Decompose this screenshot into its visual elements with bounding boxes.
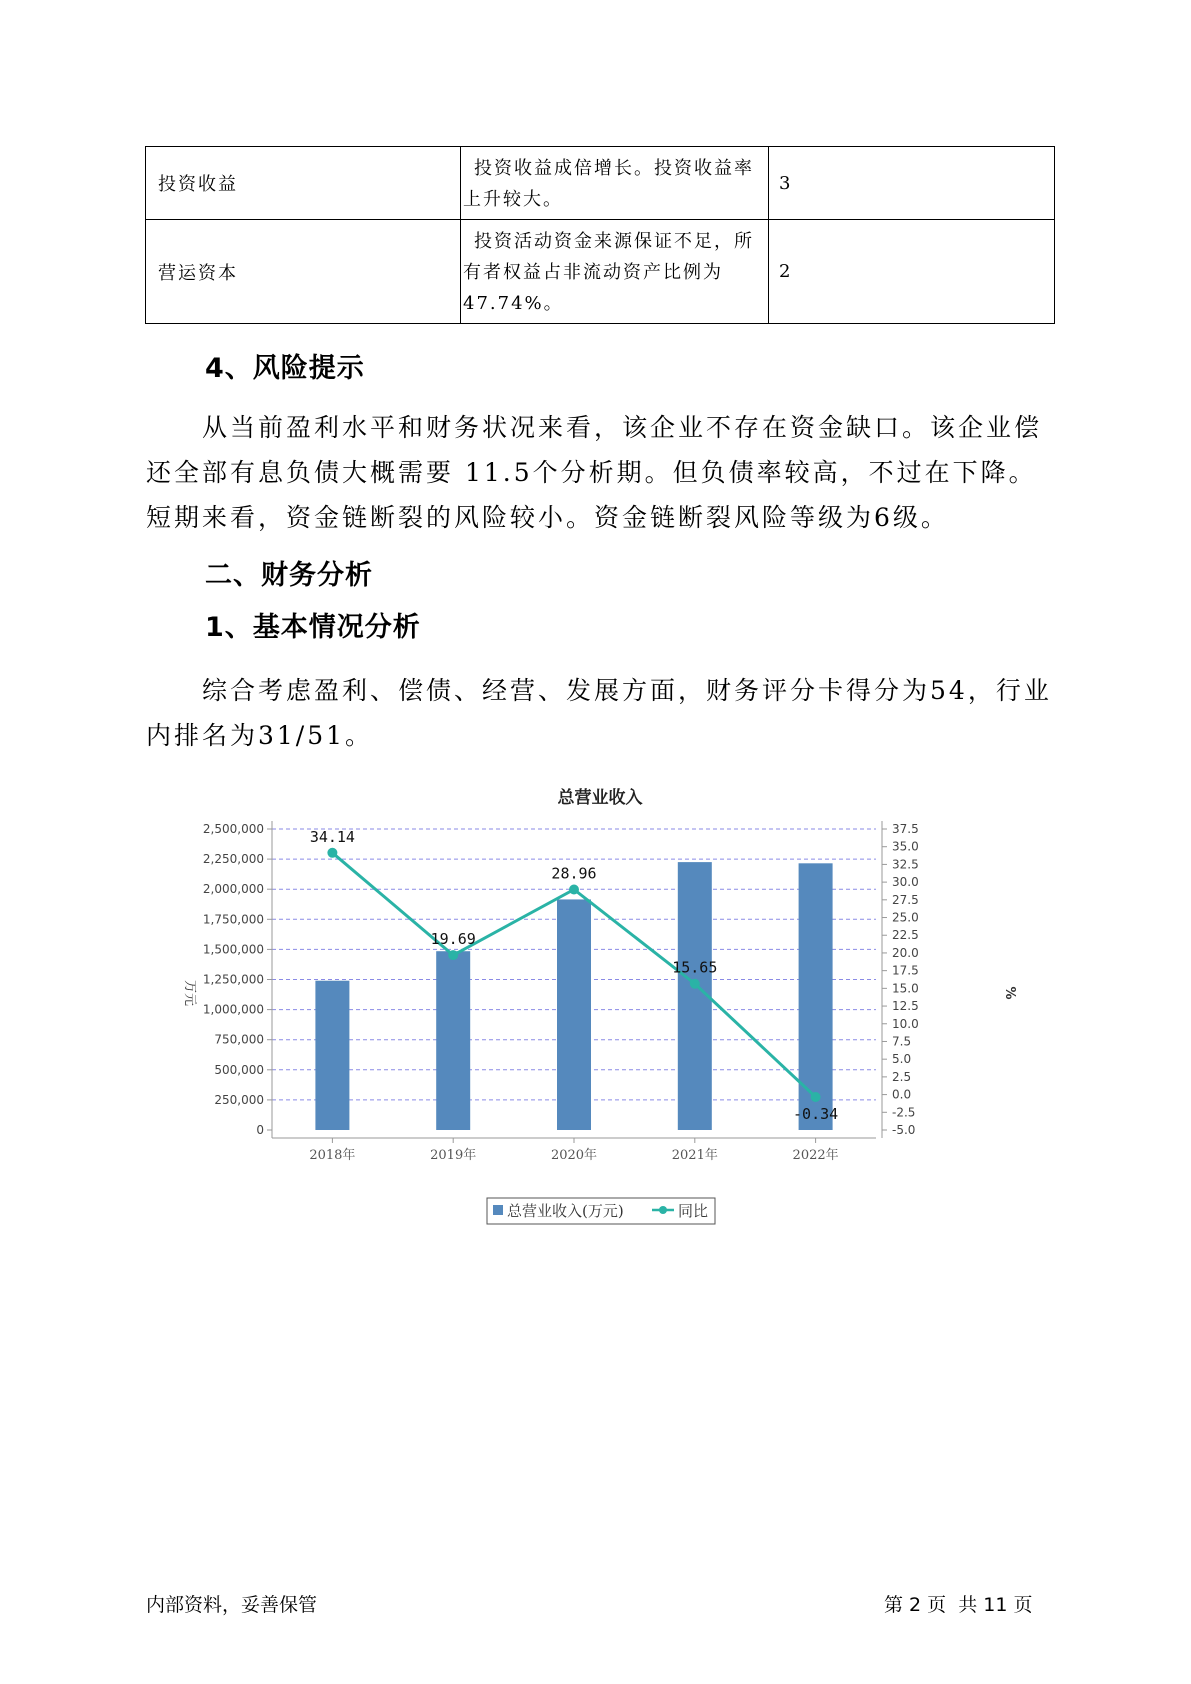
right-axis-ticks [882,822,919,1137]
table-cell-level: 3 [769,147,1055,220]
chart-title: 总营业收入 [557,788,643,808]
yoy-data-label: 34.14 [309,827,355,846]
right-tick-label: -5.0 [892,1123,916,1137]
table-cell-desc: 投资活动资金来源保证不足，所有者权益占非流动资产比例为47.74%。 [461,220,769,324]
table-cell-item: 投资收益 [146,147,461,220]
right-tick-label: 0.0 [892,1087,912,1102]
yoy-data-label: 15.65 [672,958,718,977]
right-axis-label: % [1002,986,1017,1000]
right-tick-label: 37.5 [892,822,919,836]
right-tick-label: 2.5 [892,1069,912,1084]
basic-paragraph [146,668,1062,758]
revenue-chart [170,780,1020,1240]
table-cell-level: 2 [769,220,1055,324]
right-tick-label: 32.5 [892,857,919,872]
left-axis-ticks [203,822,272,1137]
yoy-point [327,848,337,858]
right-tick-label: 7.5 [892,1034,912,1049]
right-tick-label: 30.0 [892,875,919,890]
left-tick-label: 2,500,000 [202,822,264,836]
left-tick-label: 2,000,000 [202,882,264,897]
left-tick-label: 500,000 [214,1062,264,1077]
right-tick-label: 15.0 [892,981,919,996]
finance-heading: 二、财务分析 [205,560,373,591]
table-cell-item: 营运资本 [146,220,461,324]
basic-heading: 1、基本情况分析 [205,612,421,643]
right-tick-label: 22.5 [892,928,919,943]
yoy-data-label: -0.34 [793,1104,839,1123]
left-tick-label: 2,250,000 [202,852,264,867]
right-tick-label: 17.5 [892,963,919,978]
table-row [146,220,1055,324]
footer-confidential: 内部资料，妥善保管 [146,1594,318,1616]
table-row [146,147,1055,220]
risk-paragraph [146,405,1062,540]
left-tick-label: 1,500,000 [202,942,264,957]
x-tick-label: 2021年 [671,1148,718,1163]
basic-paragraph-text: 综合考虑盈利、偿债、经营、发展方面，财务评分卡得分为54，行业内排名为31/51。 [146,676,1052,750]
revenue-bar [436,951,470,1130]
right-tick-label: 10.0 [892,1016,919,1031]
left-tick-label: 750,000 [214,1032,264,1047]
x-tick-label: 2019年 [430,1148,477,1163]
x-tick-label: 2022年 [792,1148,839,1163]
legend-bar-label: 总营业收入(万元) [507,1202,624,1220]
risk-heading: 4、风险提示 [205,353,365,384]
risk-paragraph-text: 从当前盈利水平和财务状况来看，该企业不存在资金缺口。该企业偿还全部有息负债大概需要 11.5个分析期。但负债率较高，不过在下降。短期来看，资金链断裂的风险较小。资金链断裂风险等级为6级。 [146,413,1043,532]
right-tick-label: -2.5 [892,1105,916,1120]
chart-legend [487,1198,715,1224]
yoy-point [811,1092,821,1102]
left-axis-label: 万元 [182,979,197,1007]
left-tick-label: 1,750,000 [202,912,264,927]
legend-line-label: 同比 [678,1202,709,1220]
revenue-bar [315,981,349,1130]
right-tick-label: 12.5 [892,999,919,1014]
x-tick-label: 2018年 [309,1148,356,1163]
risk-table [145,146,1055,324]
right-tick-label: 35.0 [892,839,919,854]
table-cell-desc: 投资收益成倍增长。投资收益率上升较大。 [461,147,769,220]
footer-page-number: 第 2 页 共 11 页 [884,1594,1033,1616]
yoy-point [569,884,579,894]
legend-line-marker [659,1206,667,1214]
yoy-data-label: 28.96 [551,864,597,883]
right-tick-label: 20.0 [892,945,919,960]
left-tick-label: 250,000 [214,1092,264,1107]
left-tick-label: 0 [256,1123,264,1137]
right-tick-label: 27.5 [892,892,919,907]
revenue-bar [799,863,833,1130]
yoy-data-label: 19.69 [430,930,476,949]
revenue-bar [557,899,591,1130]
x-tick-label: 2020年 [550,1148,598,1163]
left-tick-label: 1,000,000 [202,1002,264,1017]
x-axis-ticks [309,1138,838,1163]
yoy-point [448,950,458,960]
right-tick-label: 5.0 [892,1052,912,1067]
right-tick-label: 25.0 [892,910,919,925]
yoy-point [690,979,700,989]
legend-bar-swatch [493,1205,503,1215]
left-tick-label: 1,250,000 [202,972,264,987]
